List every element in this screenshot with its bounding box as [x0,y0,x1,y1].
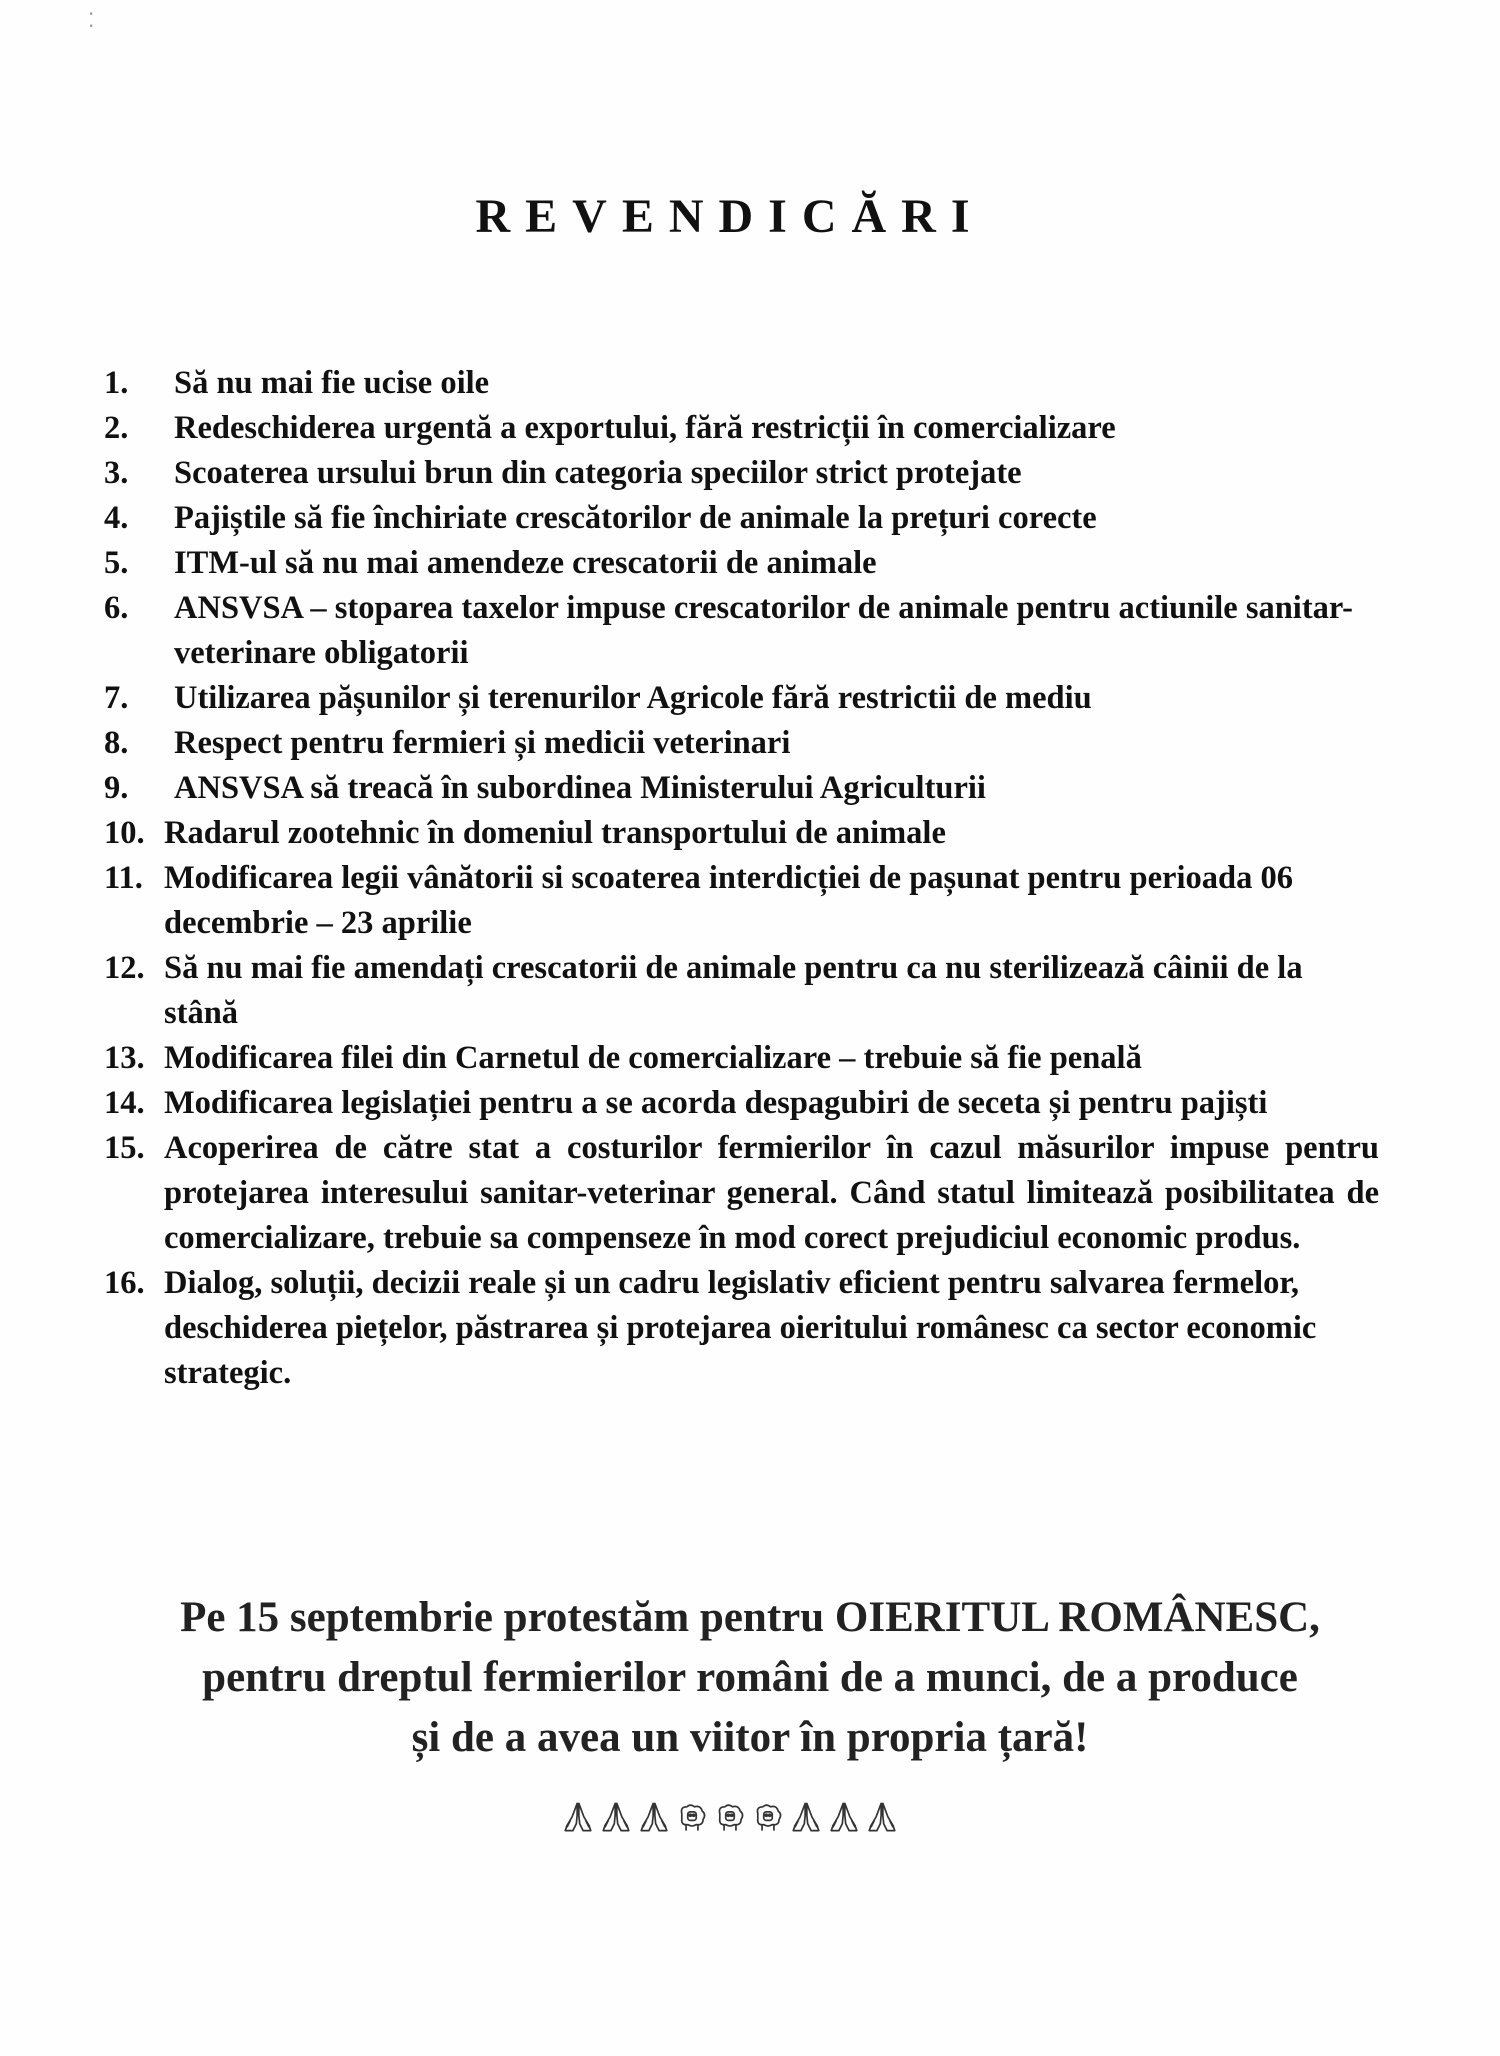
demand-text: Modificarea filei din Carnetul de comercializare – trebuie să fie penală [164,1040,1142,1076]
demand-item [104,1261,1379,1396]
document-title: REVENDICĂRI [475,190,985,243]
demand-number: 6. [104,590,129,626]
praying-hands-icon [865,1800,899,1834]
demand-text: Acoperirea de către stat a costurilor fermierilor în cazul măsurilor impuse pentru protejarea interesului sanitar-veterinar general. Când statul limitează posibilitatea de comercializare, trebuie sa compenseze în mod corect prejudiciul economic produs. [164,1130,1379,1256]
demand-text: Dialog, soluții, decizii reale și un cadru legislativ eficient pentru salvarea fermelor, deschiderea piețelor, păstrarea și protejarea oieritului românesc ca sector economic strategic. [164,1265,1317,1391]
demand-number: 3. [104,455,129,491]
demand-text: ANSVSA – stoparea taxelor impuse crescatorilor de animale pentru actiunile sanitar-veterinare obligatorii [174,590,1353,671]
demand-text: Radarul zootehnic în domeniul transportului de animale [164,815,946,851]
demand-text: Să nu mai fie ucise oile [174,365,490,401]
demand-text: Redeschiderea urgentă a exportului, fără restricții în comercializare [174,410,1116,446]
demand-number: 12. [104,950,145,986]
demand-number: 10. [104,815,145,851]
closing-line: pentru dreptul fermierilor români de a munci, de a produce [202,1654,1298,1701]
demand-item [104,856,1379,946]
demand-number: 2. [104,410,129,446]
demand-text: Modificarea legii vânătorii si scoaterea interdicției de pașunat pentru perioada 06 decembrie – 23 aprilie [164,860,1293,941]
demand-text: Pajiștile să fie închiriate crescătorilor de animale la prețuri corecte [174,500,1097,536]
demand-item [104,406,1379,451]
demand-item [104,451,1379,496]
demand-number: 11. [104,860,143,896]
demand-number: 15. [104,1130,145,1166]
demand-item [104,1036,1379,1081]
demand-number: 7. [104,680,129,716]
closing-line: și de a avea un viitor în propria țară! [411,1714,1089,1761]
demand-number: 13. [104,1040,145,1076]
closing-statement [30,1588,1470,1768]
demand-item [104,361,1379,406]
demand-text: Utilizarea pășunilor și terenurilor Agricole fără restrictii de mediu [174,680,1092,716]
demand-item [104,721,1379,766]
demand-item [104,1126,1379,1261]
demand-item [104,586,1379,676]
demand-number: 4. [104,500,129,536]
demand-text: Modificarea legislației pentru a se acorda despagubiri de seceta și pentru pajiști [164,1085,1268,1121]
demand-item [104,676,1379,721]
demand-text: Să nu mai fie amendați crescatorii de animale pentru ca nu sterilizează câinii de la stână [164,950,1303,1031]
demand-text: ANSVSA să treacă în subordinea Ministerului Agriculturii [174,770,986,806]
praying-hands-icon [827,1800,861,1834]
closing-line: Pe 15 septembrie protestăm pentru OIERITUL ROMÂNESC, [180,1594,1320,1641]
praying-hands-icon [789,1800,823,1834]
demand-item [104,811,1379,856]
demand-number: 5. [104,545,129,581]
praying-hands-icon [637,1800,671,1834]
demand-item [104,766,1379,811]
emoji-row [0,1800,1460,1834]
demand-item [104,1081,1379,1126]
praying-hands-icon [599,1800,633,1834]
demands-list [104,361,1379,1396]
demand-number: 8. [104,725,129,761]
sheep-icon [675,1800,709,1834]
demand-number: 9. [104,770,129,806]
scan-speck: ⁚ [88,10,97,32]
demand-text: ITM-ul să nu mai amendeze crescatorii de animale [174,545,877,581]
demand-number: 16. [104,1265,145,1301]
demand-item [104,496,1379,541]
demand-item [104,946,1379,1036]
demand-number: 14. [104,1085,145,1121]
demand-number: 1. [104,365,129,401]
demand-text: Respect pentru fermieri și medicii veterinari [174,725,791,761]
demand-text: Scoaterea ursului brun din categoria speciilor strict protejate [174,455,1022,491]
praying-hands-icon [561,1800,595,1834]
sheep-icon [713,1800,747,1834]
demand-item [104,541,1379,586]
sheep-icon [751,1800,785,1834]
